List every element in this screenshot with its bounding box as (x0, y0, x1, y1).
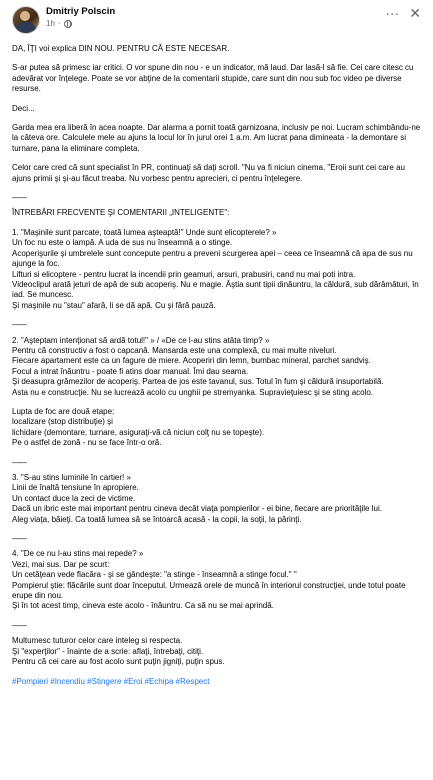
more-options-icon[interactable]: ··· (385, 5, 400, 21)
close-icon[interactable]: ✕ (409, 5, 421, 21)
faq-answer-1: 1. "Maşinile sunt parcate, toată lumea aşteaptă!" Unde sunt elicopterele? » Un foc nu este o lampă. A uda de sus nu înseamnă a o stinge. Acoperişurile şi umbrelele sunt concepute pentru a preveni scurgerea apei – ceea ce înseamnă că apa de sus nu ajunge la foc. Lifturi si elicoptere - pentru lucrat la incendii prin geamuri, arsuri, prabusiri, cand nu mai poti intra. Videoclipul arată jeturi de apă de sub acoperiş. Nu e magie. Ăştia sunt tipii dinăuntru, la căldură, sub dărâmături, în iad. Se muncesc. Şi maşinile nu "stau" afară, li se dă apă. Cu şi fără pauză. (12, 227, 419, 310)
separator: —— (12, 320, 26, 330)
post-paragraph: Garda mea era liberă în acea noapte. Dar alarma a pornit toată garnizoana, inclusiv pe noi. Lucram schimbându-ne la câteva ore. Calculele mele au ajuns la locul lor în jurul orei 1 a.m. Am lucrat pana dimineata - la demontare si turnare, pana la eliminare completa. (12, 123, 421, 153)
separator: —— (12, 193, 26, 203)
faq-title: ÎNTREBĂRI FRECVENTE ŞI COMENTARII „INTELIGENTE": (12, 208, 230, 218)
post-paragraph: S-ar putea să primesc iar critici. O vor spune din nou - e un indicator, mă laud. Dar lasă-l să fie. Cei care citesc cu adevărat vor înţelege. Poate se vor abţine de la comentarii stupide, care sunt din nou sub foc video pe diverse resurse. (12, 63, 414, 94)
faq-answer-2: 2. "Aşteptam intenţionat să ardă totul!" » / «De ce l-au stins atâta timp? » Pentru că constructiv a fost o capcană. Mansarda este una complexă, cu mai multe niveluri. Fiecare apartament este ca un fagure de miere. Acoperiri din lemn, bumbac mineral, parchet sandviş. Focul a intrat înăuntru - poate fi atins doar manual. Îmi dau seama. Şi deasupra grămezilor de acoperiş. Partea de jos este tavanul, sus. Totul în fum şi căldură insuportabilă. Asta nu e construcţie. Nu se lucrează acolo cu unghii pe stremyanka. Supravieţuiesc şi se sting acolo. (12, 335, 384, 397)
post-header (12, 6, 421, 36)
post-meta (46, 6, 385, 30)
post-time[interactable]: 1h (46, 19, 55, 28)
post-paragraph: Celor care cred că sunt specialist în PR, continuaţi să daţi scroll. "Nu va fi niciun cinema. "Eroii sunt cei care au ajuns primii şi şi-au făcut treaba. Nu vorbesc pentru aprecieri, ci pentru înţelegere. (12, 163, 405, 183)
author-name[interactable]: Dmitriy Polscin (46, 6, 116, 17)
hashtags[interactable]: #Pompieri #Incendiu #Stingere #Eroi #Echipa #Respect (12, 676, 210, 686)
separator: —— (12, 457, 26, 467)
post-actions (385, 6, 421, 20)
globe-icon (64, 20, 72, 28)
faq-answer-3: 3. "S-au stins luminile în cartier! » Linii de înaltă tensiune în apropiere. Un contact duce la zeci de victime. Dacă un ibric este mai important pentru cineva decât viaţa pompierilor - ei bine, fiecare are priorităţile lui. Aleg viaţa, băieţi. Ca toată lumea să se întoarcă acasă - la copii, la soţii, la părinţi. (12, 473, 382, 524)
faq-answer-2b: Lupta de foc are două etape: localizare (stop distribuţie) şi lichidare (demontare, turnare, asiguraţi-vă că niciun colţ nu se topeşte). Pe o astfel de zonă - nu se face într-o oră. (12, 406, 265, 448)
faq-answer-4: 4. "De ce nu l-au stins mai repede? » Vezi, mai sus. Dar pe scurt: Un cetăţean vede flacăra - şi se gândeşte: "a stinge - înseamnă a stinge focul." " Pompierul ştie: flăcările sunt doar începutul. Urmează orele de muncă în interiorul construcţiei, unde totul poate erupe din nou. Şi în tot acest timp, cineva este acolo - înăuntru. Ca să nu se mai aprindă. (12, 549, 406, 611)
post-subline (46, 18, 385, 30)
author-avatar[interactable] (12, 6, 40, 34)
post-paragraph: Deci... (12, 103, 35, 113)
closing-paragraph: Multumesc tuturor celor care inteleg si respecta. Şi "experţilor" - înainte de a scrie: aflaţi, întrebaţi, citiţi. Pentru că cei care au fost acolo sunt puţin jigniţi, puţin spus. (12, 636, 225, 667)
separator: —— (12, 534, 26, 544)
post-paragraph: DA, ÎŢI voi explica DIN NOU. PENTRU CĂ ESTE NECESAR. (12, 44, 230, 53)
time-separator: · (57, 19, 61, 28)
overflow-fade (0, 754, 433, 780)
separator: —— (12, 620, 26, 630)
post-body (12, 44, 421, 687)
